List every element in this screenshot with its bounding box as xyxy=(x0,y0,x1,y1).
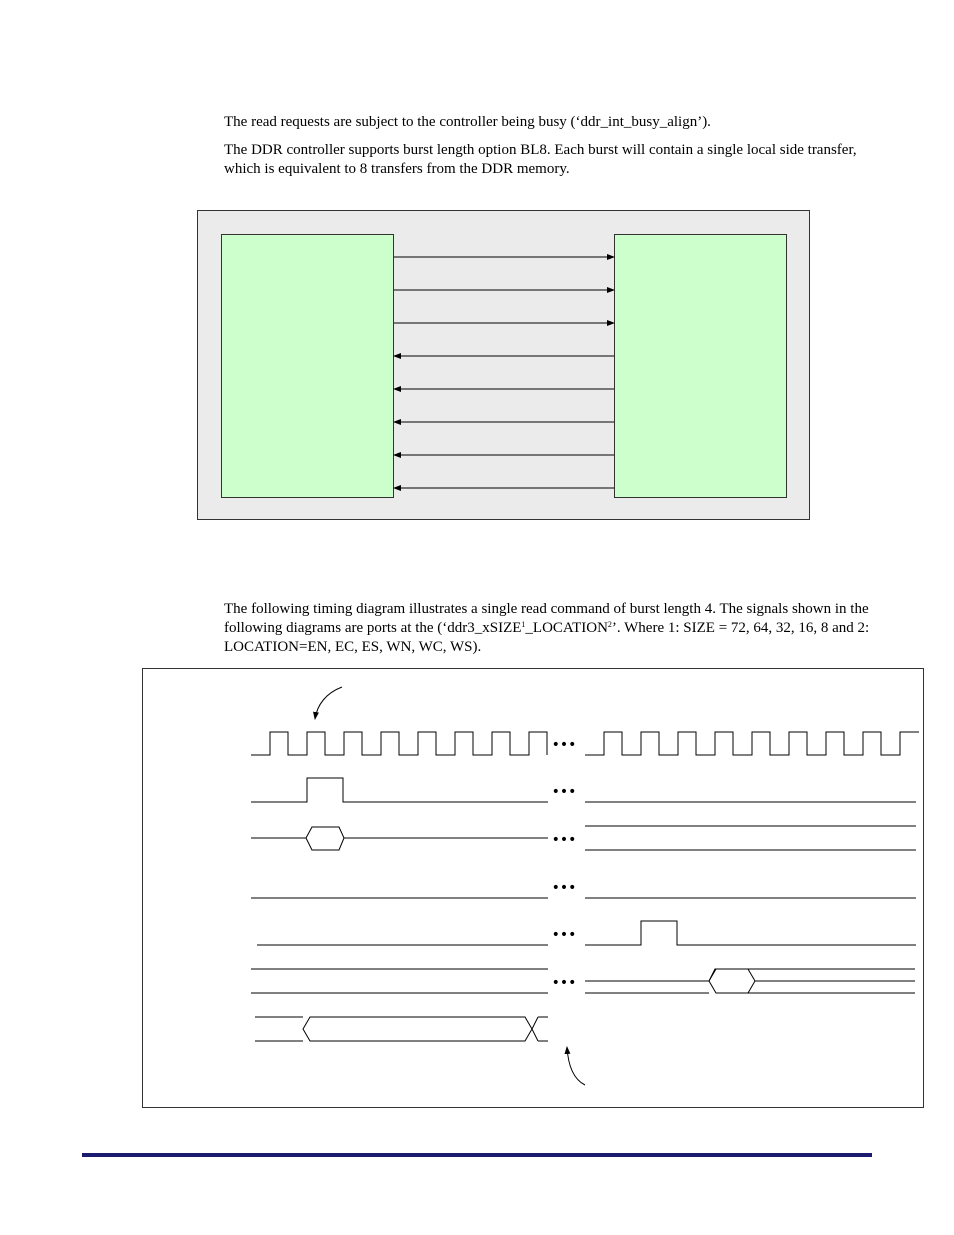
p3-sup-2: 2 xyxy=(607,620,612,629)
p3-text-a: The following timing diagram illustrates a single read command of burst length 4. The signals shown in the following diagrams are ports at the (‘ddr3_xSIZE xyxy=(224,601,869,636)
clock-waveform-right xyxy=(585,732,919,755)
address-valid-hex xyxy=(306,827,344,850)
signal-arrows xyxy=(198,211,811,521)
paragraph-timing-intro xyxy=(224,600,874,657)
read-data-valid-hex xyxy=(709,969,755,993)
timing-waveforms xyxy=(143,669,925,1109)
clock-waveform-left xyxy=(251,732,547,755)
timing-diagram xyxy=(142,668,924,1108)
p3-text-b: _LOCATION xyxy=(525,620,608,636)
annotation-arrow-bottom xyxy=(567,1047,585,1085)
read-valid-waveform-right xyxy=(585,921,916,945)
ellipsis-row-6: ••• xyxy=(551,975,577,991)
ellipsis-row-3: ••• xyxy=(551,832,577,848)
annotation-arrow-top xyxy=(315,687,342,719)
ellipsis-row-2: ••• xyxy=(551,784,577,800)
local-data-right-top xyxy=(532,1017,538,1029)
ellipsis-row-4: ••• xyxy=(551,880,577,896)
read-data-right-top xyxy=(585,969,716,981)
read-request-waveform-left xyxy=(251,778,548,802)
paragraph-burst-length: The DDR controller supports burst length option BL8. Each burst will contain a single local side transfer, which is equivalent to 8 transfers from the DDR memory. xyxy=(224,142,857,177)
local-data-right-bottom xyxy=(532,1029,538,1041)
block-diagram xyxy=(197,210,810,520)
ellipsis-row-1: ••• xyxy=(551,737,577,753)
p3-sup-1: 1 xyxy=(521,620,526,629)
ellipsis-row-5: ••• xyxy=(551,927,577,943)
p3-text-c: ’. Where 1: SIZE = 72, 64, 32, 16, 8 and 2: LOCATION=EN, EC, ES, WN, WC, WS). xyxy=(224,620,870,655)
footer-rule xyxy=(82,1153,872,1157)
paragraph-busy: The read requests are subject to the controller being busy (‘ddr_int_busy_align’). xyxy=(224,114,711,130)
local-data-valid-hex xyxy=(303,1017,532,1041)
